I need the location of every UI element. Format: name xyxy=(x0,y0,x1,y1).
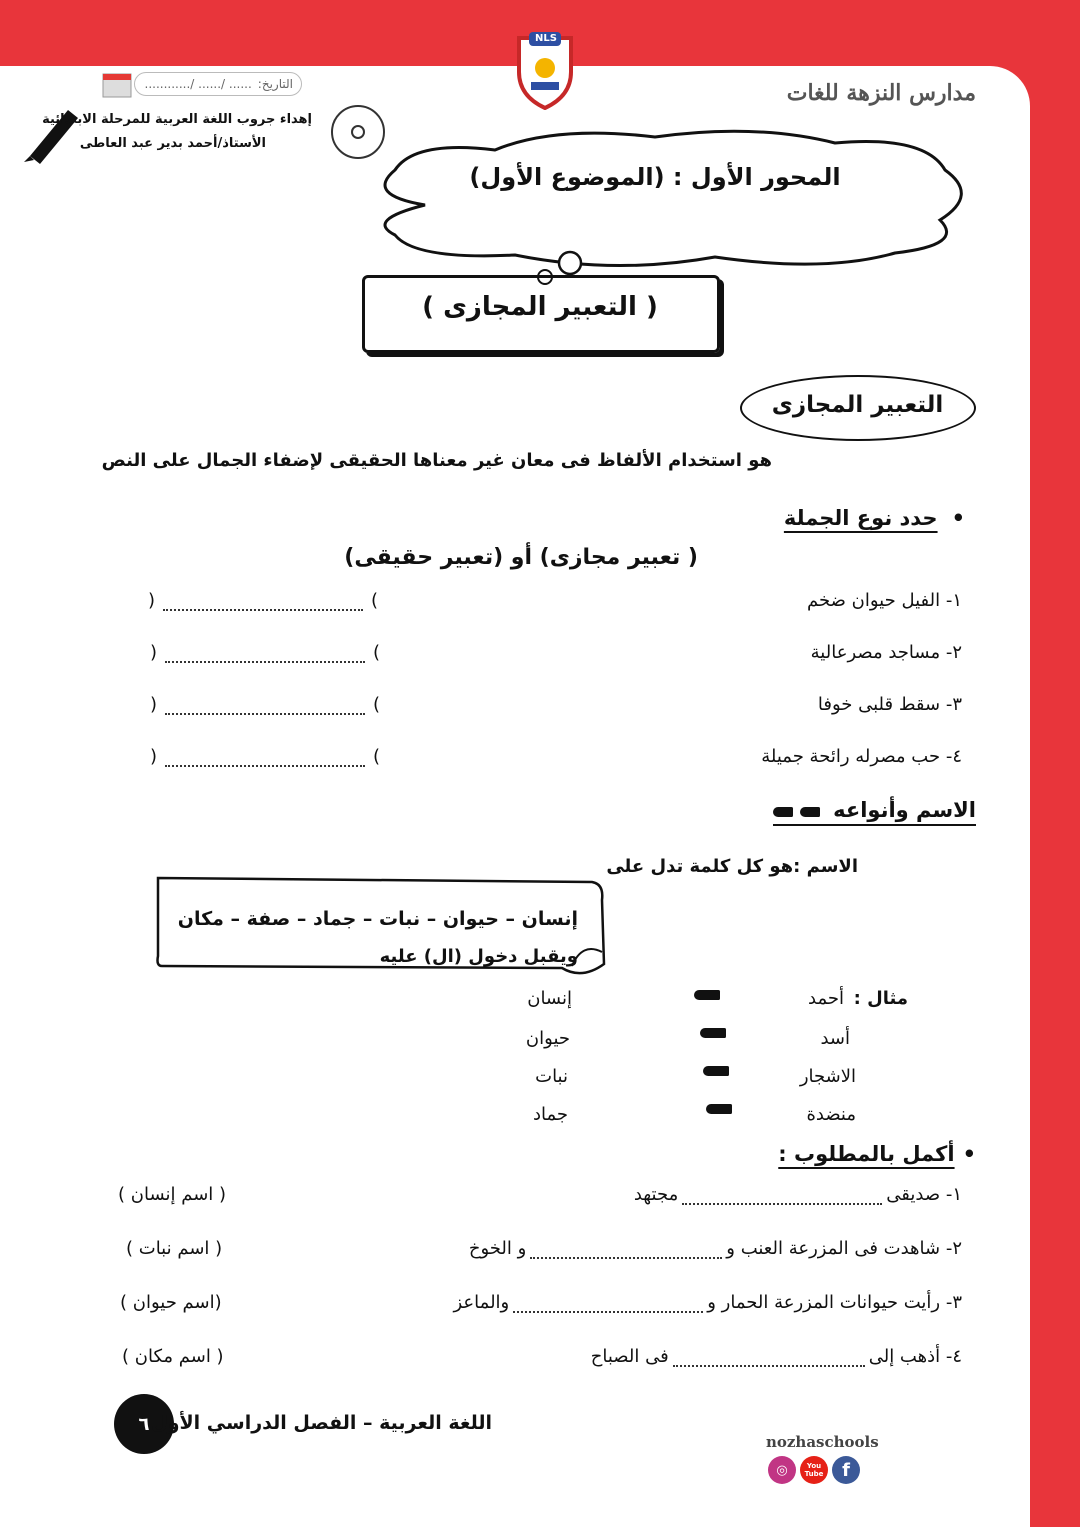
facebook-icon[interactable]: f xyxy=(832,1456,860,1484)
answer-blank-2[interactable]: ) ( xyxy=(150,642,380,663)
example-type: جماد xyxy=(532,1104,568,1125)
cloud-shape xyxy=(355,125,975,290)
school-logo xyxy=(515,30,575,110)
definition-term: التعبير المجازى xyxy=(771,392,944,418)
hand-pointer-icon xyxy=(773,807,793,817)
site-name: nozhaschools xyxy=(766,1433,879,1451)
page-number: ٦ xyxy=(138,1413,150,1435)
hint: ( اسم إنسان ) xyxy=(118,1184,227,1205)
corner-stamp: ب ض ج ظ xyxy=(899,1404,1006,1512)
exercise1-item: ٤- حب مصرله رائحة جميلة xyxy=(761,746,962,767)
teacher-line: الأستاذ/أحمد بدير عبد العاطى xyxy=(79,136,266,151)
hand-pointer-icon xyxy=(694,990,720,1000)
noun-box-line1: إنسان – حيوان – نبات – جماد – صفة – مكان xyxy=(177,908,578,930)
hand-pointer-icon xyxy=(800,807,820,817)
bullet-icon: • xyxy=(962,1142,976,1166)
exercise2-row: ١- صديقىمجتهد xyxy=(633,1184,962,1205)
fill-blank[interactable] xyxy=(682,1202,882,1205)
hand-pointer-icon xyxy=(706,1104,732,1114)
noun-heading xyxy=(773,798,976,826)
noun-definition: الاسم :هو كل كلمة تدل على xyxy=(606,856,858,877)
exercise1-item: ٢- مساجد مصرعالية xyxy=(810,642,962,663)
definition-text: هو استخدام الألفاظ فى معان غير معناها الحقيقى لإضفاء الجمال على النص xyxy=(101,450,772,471)
instagram-icon[interactable]: ◎ xyxy=(768,1456,796,1484)
example-type: نبات xyxy=(535,1066,568,1087)
exercise1-heading-text: حدد نوع الجملة xyxy=(783,506,938,530)
fill-blank[interactable] xyxy=(673,1364,865,1367)
noun-box-line2: ويقبل دخول (ال) عليه xyxy=(379,946,578,967)
exercise2-heading-text: أكمل بالمطلوب : xyxy=(778,1142,955,1166)
bullet-icon: • xyxy=(951,506,965,530)
noun-heading-text: الاسم وأنواعه xyxy=(833,798,976,822)
gift-line: إهداء جروب اللغة العربية للمرحلة الابتدائية xyxy=(42,112,312,127)
exercise1-item: ١- الفيل حيوان ضخم xyxy=(807,590,962,611)
example-label: مثال : xyxy=(853,988,908,1009)
example-type: إنسان xyxy=(527,988,572,1009)
example-type: حيوان xyxy=(525,1028,570,1049)
fill-blank[interactable] xyxy=(530,1256,722,1259)
exercise1-options: ( تعبير مجازى) أو (تعبير حقيقى) xyxy=(344,545,698,570)
date-label: التاريخ: xyxy=(257,77,293,91)
logo-text: NLS xyxy=(535,33,557,44)
fill-blank[interactable] xyxy=(513,1310,703,1313)
exercise2-heading xyxy=(778,1142,976,1166)
answer-blank-1[interactable]: ) ( xyxy=(148,590,378,611)
exercise1-item: ٣- سقط قلبى خوفا xyxy=(817,694,962,715)
answer-blank-4[interactable]: ) ( xyxy=(150,746,380,767)
axis-title: المحور الأول : (الموضوع الأول) xyxy=(469,163,841,191)
footer-subject: اللغة العربية – الفصل الدراسي الأول xyxy=(151,1412,492,1434)
example-word: الاشجار xyxy=(799,1066,856,1087)
exercise2-row: ٢- شاهدت فى المزرعة العنب وو الخوخ xyxy=(468,1238,962,1259)
hint: (اسم حيوان ) xyxy=(120,1292,222,1313)
hand-pointer-icon xyxy=(700,1028,726,1038)
youtube-icon[interactable]: You Tube xyxy=(800,1456,828,1484)
pen-icon xyxy=(18,98,82,164)
date-value: ...... /...... /............ xyxy=(144,77,252,91)
hint: ( اسم مكان ) xyxy=(122,1346,224,1367)
social-icons xyxy=(768,1456,860,1484)
calendar-icon xyxy=(102,70,132,98)
hint: ( اسم نبات ) xyxy=(126,1238,223,1259)
example-word: أسد xyxy=(820,1028,850,1049)
example-word: أحمد xyxy=(808,988,844,1009)
exercise1-heading xyxy=(784,506,965,530)
lesson-title: ( التعبير المجازى ) xyxy=(422,292,658,322)
exercise2-row: ٤- أذهب إلىفى الصباح xyxy=(590,1346,962,1367)
school-name: مدارس النزهة للغات xyxy=(786,80,976,106)
example-word: منضدة xyxy=(806,1104,856,1125)
answer-blank-3[interactable]: ) ( xyxy=(150,694,380,715)
exercise2-row: ٣- رأيت حيوانات المزرعة الحمار ووالماعز xyxy=(453,1292,962,1313)
hand-pointer-icon xyxy=(703,1066,729,1076)
date-field[interactable] xyxy=(134,72,302,96)
